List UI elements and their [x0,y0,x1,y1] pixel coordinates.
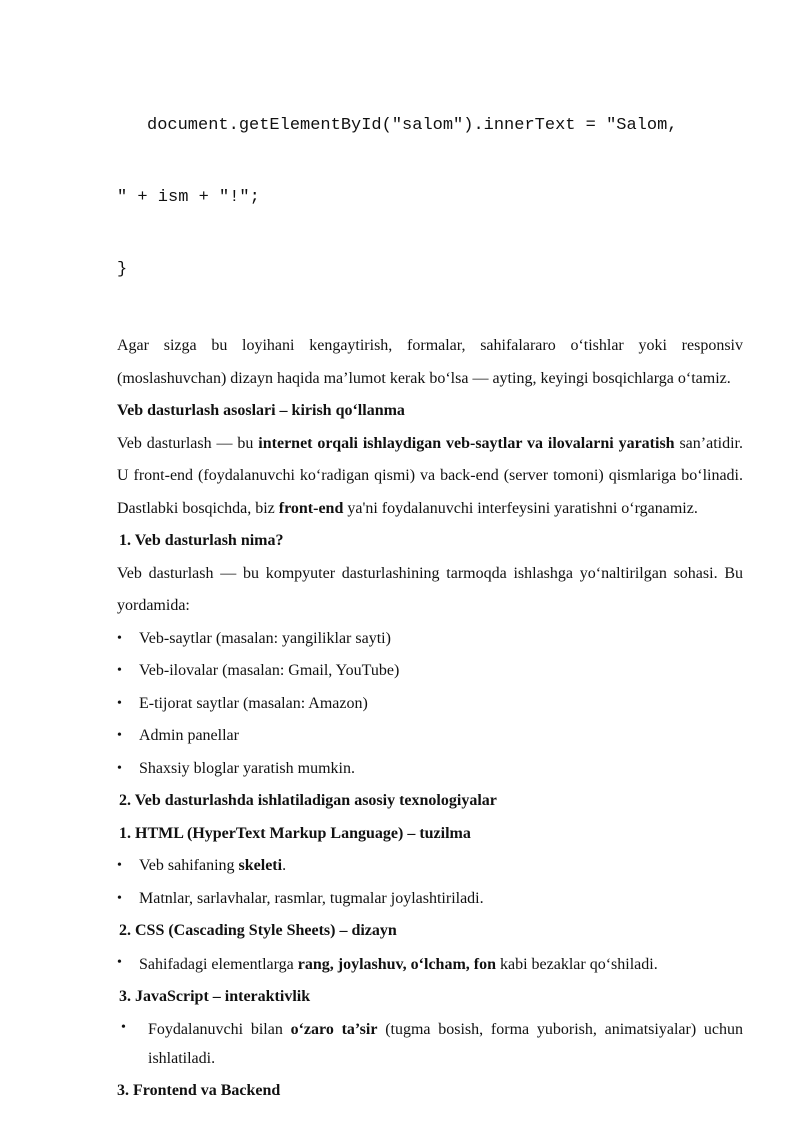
list-item-text: Matnlar, sarlavhalar, rasmlar, tugmalar joylashtiriladi. [139,889,484,907]
list-item-text: Veb sahifaning [139,857,239,874]
definition-text: Veb dasturlash — bu [117,434,259,452]
bullet-icon: • [117,858,122,873]
list-item-bold: o‘zaro ta’sir [290,1021,378,1038]
definition-text: ya'ni foydalanuvchi interfeysini yaratishni o‘rganamiz. [343,499,698,517]
list-item [117,688,743,721]
code-line: document.getElementById("salom").innerText = "Salom, [147,116,678,135]
intro-paragraph: Agar sizga bu loyihani kengaytirish, formalar, sahifalararo o‘tishlar yoki responsiv (moslashuvchan) dizayn haqida ma’lumot kerak bo‘lsa — ayting, keyingi bosqichlarga o‘tamiz. [117,337,743,387]
code-block [117,66,743,330]
bullet-list [117,850,743,915]
section-paragraph: Veb dasturlash — bu kompyuter dasturlashining tarmoqda ishlashga yo‘naltirilgan sohasi. Bu yordamida: [117,564,743,614]
bullet-list [117,948,743,981]
section-heading: 2. Veb dasturlashda ishlatiladigan asosiy texnologiyalar [119,792,497,809]
subsection-heading: 1. HTML (HyperText Markup Language) – tuzilma [119,824,471,842]
bullet-icon: • [117,695,122,711]
bullet-list [117,623,743,786]
list-item-bold: rang, joylashuv, o‘lcham, fon [297,955,496,973]
definition-bold: front-end [278,499,344,517]
bullet-icon: • [117,663,122,678]
subsection-heading: 3. JavaScript – interaktivlik [119,987,311,1005]
document-page [117,66,743,1108]
list-item-text: . [282,857,287,874]
list-item-text: Sahifadagi elementlarga [139,955,298,973]
bullet-icon: • [121,1020,126,1035]
list-item [117,1013,743,1075]
bullet-icon: • [117,954,122,970]
list-item [117,720,743,753]
list-item-text: E-tijorat saytlar (masalan: Amazon) [139,694,368,712]
main-heading: Veb dasturlash asoslari – kirish qo‘llanma [117,402,405,419]
list-item [117,753,743,786]
bullet-icon: • [117,728,122,743]
list-item-text: kabi bezaklar qo‘shiladi. [496,955,658,973]
list-item-text: Shaxsiy bloglar yaratish mumkin. [139,759,355,777]
list-item [117,948,743,981]
list-item [117,850,743,883]
section-heading: 1. Veb dasturlash nima? [119,532,284,549]
bullet-icon: • [117,760,122,776]
list-item-text: (tugma bosish, forma yuborish, animatsiyalar) uchun ishlatiladi. [148,1021,743,1067]
definition-paragraph [117,428,743,526]
subsection-heading: 2. CSS (Cascading Style Sheets) – dizayn [119,922,397,939]
section-heading: 3. Frontend va Backend [117,1082,281,1099]
definition-bold: internet orqali ishlaydigan veb-saytlar va ilovalarni yaratish [258,434,675,452]
list-item-text: Admin panellar [139,727,239,744]
code-line: } [117,260,128,279]
bullet-list [117,1013,743,1075]
list-item [117,623,743,656]
list-item-text: Foydalanuvchi bilan [148,1021,291,1038]
list-item-text: Veb-ilovalar (masalan: Gmail, YouTube) [139,662,400,679]
list-item-text: Veb-saytlar (masalan: yangiliklar sayti) [139,629,391,647]
list-item [117,883,743,916]
bullet-icon: • [117,630,122,646]
bullet-icon: • [117,890,122,906]
definition-text: san’atidir. U front-end (foydalanuvchi ko‘radigan qismi) va back-end (server tomoni) qismlariga bo‘linadi. Dastlabki bosqichda, biz [117,434,743,517]
code-line: " + ism + "!"; [117,188,260,207]
list-item-bold: skeleti [238,857,283,874]
list-item [117,655,743,688]
